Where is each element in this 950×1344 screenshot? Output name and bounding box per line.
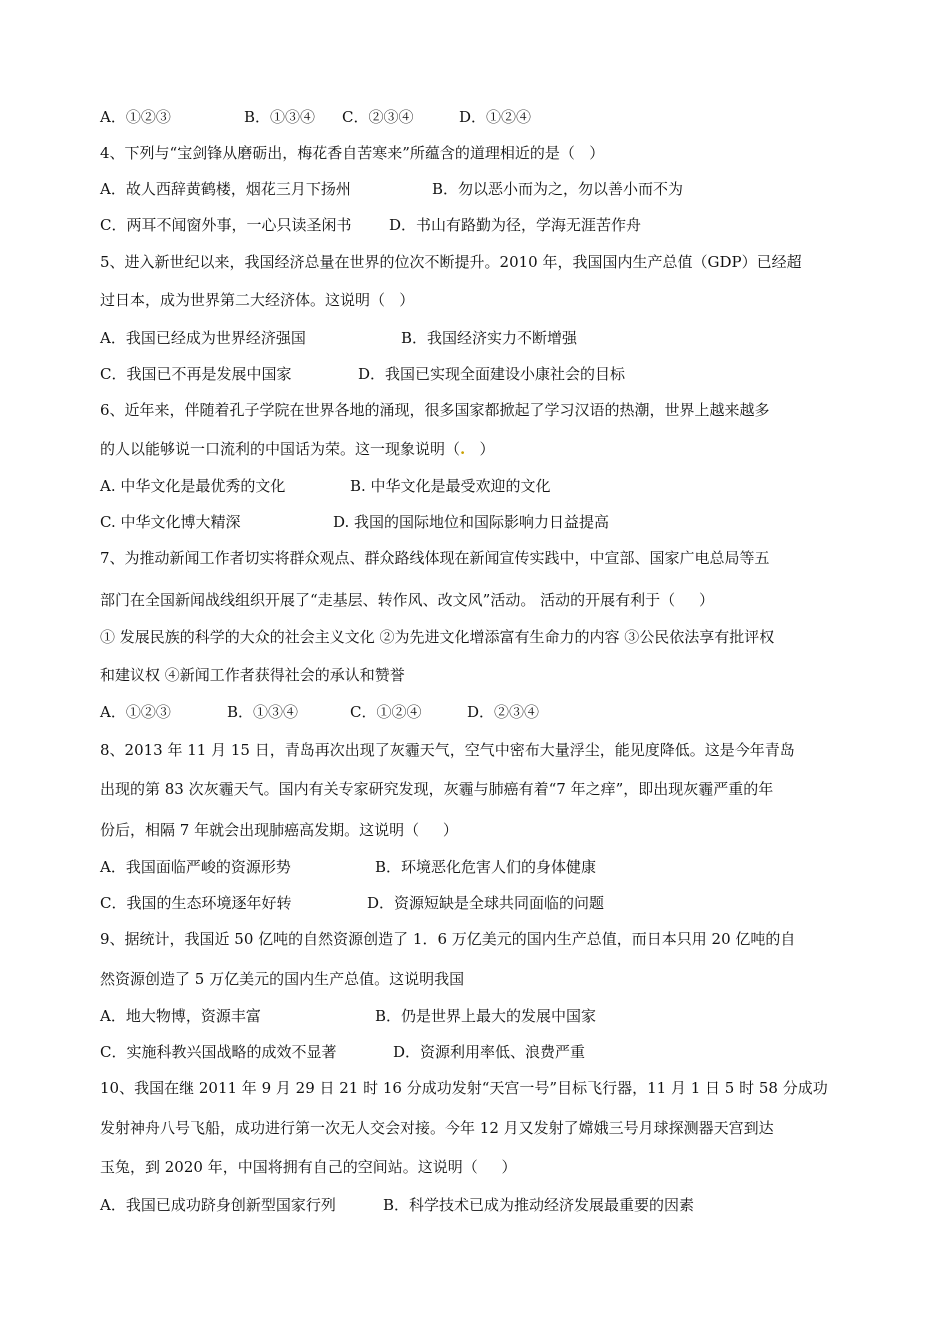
q7-stem-line-2: 部门在全国新闻战线组织开展了“走基层、转作风、改文风”活动。 活动的开展有利于（ ） bbox=[100, 591, 714, 609]
q10-stem-line-1: 10、我国在继 2011 年 9 月 29 日 21 时 16 分成功发射“天宫一号”目标飞行器，11 月 1 日 5 时 58 分成功 bbox=[100, 1079, 828, 1097]
q10-option-b: B．科学技术已成为推动经济发展最重要的因素 bbox=[383, 1196, 695, 1214]
q8-stem-line-3: 份后，相隔 7 年就会出现肺癌高发期。这说明（ ） bbox=[100, 821, 458, 839]
q8-stem-line-1: 8、2013 年 11 月 15 日，青岛再次出现了灰霾天气，空气中密布大量浮尘，能见度降低。这是今年青岛 bbox=[100, 741, 795, 759]
q5-option-b: B．我国经济实力不断增强 bbox=[401, 329, 578, 347]
q5-stem-line-1: 5、进入新世纪以来，我国经济总量在世界的位次不断提升。2010 年，我国国内生产总值（GDP）已经超 bbox=[100, 253, 802, 271]
q8-option-d: D．资源短缺是全球共同面临的问题 bbox=[367, 894, 605, 912]
q7-option-d: D．②③④ bbox=[467, 703, 540, 721]
q7-stem-line-4: 和建议权 ④新闻工作者获得社会的承认和赞誉 bbox=[100, 666, 405, 684]
q8-option-c: C．我国的生态环境逐年好转 bbox=[100, 894, 292, 912]
q8-option-b: B．环境恶化危害人们的身体健康 bbox=[375, 858, 597, 876]
q7-stem-line-1: 7、为推动新闻工作者切实将群众观点、群众路线体现在新闻宣传实践中，中宣部、国家广电总局等五 bbox=[100, 549, 770, 567]
q5-stem-line-2: 过日本，成为世界第二大经济体。这说明（ ） bbox=[100, 291, 415, 309]
q4-stem: 4、下列与“宝剑锋从磨砺出，梅花香自苦寒来”所蕴含的道理相近的是（ ） bbox=[100, 144, 605, 162]
q6-stem-end: ） bbox=[465, 440, 495, 458]
q4-option-c: C．两耳不闻窗外事，一心只读圣闲书 bbox=[100, 216, 352, 234]
q4-option-a: A．故人西辞黄鹤楼，烟花三月下扬州 bbox=[100, 180, 351, 198]
q8-stem-line-2: 出现的第 83 次灰霾天气。国内有关专家研究发现，灰霾与肺癌有着“7 年之痒”，即出现灰霾严重的年 bbox=[100, 780, 774, 798]
q7-stem-line-3: ① 发展民族的科学的大众的社会主义文化 ②为先进文化增添富有生命力的内容 ③公民依法享有批评权 bbox=[100, 628, 775, 646]
q4-option-d: D．书山有路勤为径，学海无涯苦作舟 bbox=[389, 216, 642, 234]
q3-option-b: B．①③④ bbox=[244, 108, 316, 126]
q6-option-a: A. 中华文化是最优秀的文化 bbox=[100, 477, 286, 495]
q9-stem-line-1: 9、据统计，我国近 50 亿吨的自然资源创造了 1．6 万亿美元的国内生产总值，而日本只用 20 亿吨的自 bbox=[100, 930, 796, 948]
q6-option-c: C. 中华文化博大精深 bbox=[100, 513, 241, 531]
q6-option-b: B. 中华文化是最受欢迎的文化 bbox=[350, 477, 551, 495]
q3-option-a: A．①②③ bbox=[100, 108, 171, 126]
q9-option-b: B．仍是世界上最大的发展中国家 bbox=[375, 1007, 597, 1025]
q4-option-b: B．勿以恶小而为之，勿以善小而不为 bbox=[432, 180, 684, 198]
q6-stem-line-1: 6、近年来，伴随着孔子学院在世界各地的涌现，很多国家都掀起了学习汉语的热潮，世界上越来越多 bbox=[100, 401, 770, 419]
q8-option-a: A．我国面临严峻的资源形势 bbox=[100, 858, 291, 876]
q9-stem-line-2: 然资源创造了 5 万亿美元的国内生产总值。这说明我国 bbox=[100, 970, 465, 988]
q10-stem-line-2: 发射神舟八号飞船，成功进行第一次无人交会对接。今年 12 月又发射了嫦娥三号月球探测器天宫到达 bbox=[100, 1119, 774, 1137]
q5-option-a: A．我国已经成为世界经济强国 bbox=[100, 329, 306, 347]
q3-option-d: D．①②④ bbox=[459, 108, 532, 126]
q3-option-c: C．②③④ bbox=[342, 108, 414, 126]
q6-stem-line-2 bbox=[100, 439, 495, 459]
q7-option-c: C．①②④ bbox=[350, 703, 422, 721]
q10-stem-line-3: 玉兔，到 2020 年，中国将拥有自己的空间站。这说明（ ） bbox=[100, 1158, 517, 1176]
q9-option-a: A．地大物博，资源丰富 bbox=[100, 1007, 261, 1025]
q5-option-c: C．我国已不再是发展中国家 bbox=[100, 365, 292, 383]
mark-dot: . bbox=[460, 440, 466, 458]
q5-option-d: D．我国已实现全面建设小康社会的目标 bbox=[358, 365, 626, 383]
q6-option-d: D. 我国的国际地位和国际影响力日益提高 bbox=[333, 513, 610, 531]
q6-stem-text: 的人以能够说一口流利的中国话为荣。这一现象说明（ bbox=[100, 440, 461, 458]
q9-option-c: C．实施科教兴国战略的成效不显著 bbox=[100, 1043, 337, 1061]
q7-option-b: B．①③④ bbox=[227, 703, 299, 721]
q10-option-a: A．我国已成功跻身创新型国家行列 bbox=[100, 1196, 336, 1214]
q9-option-d: D．资源利用率低、浪费严重 bbox=[393, 1043, 586, 1061]
q7-option-a: A．①②③ bbox=[100, 703, 171, 721]
